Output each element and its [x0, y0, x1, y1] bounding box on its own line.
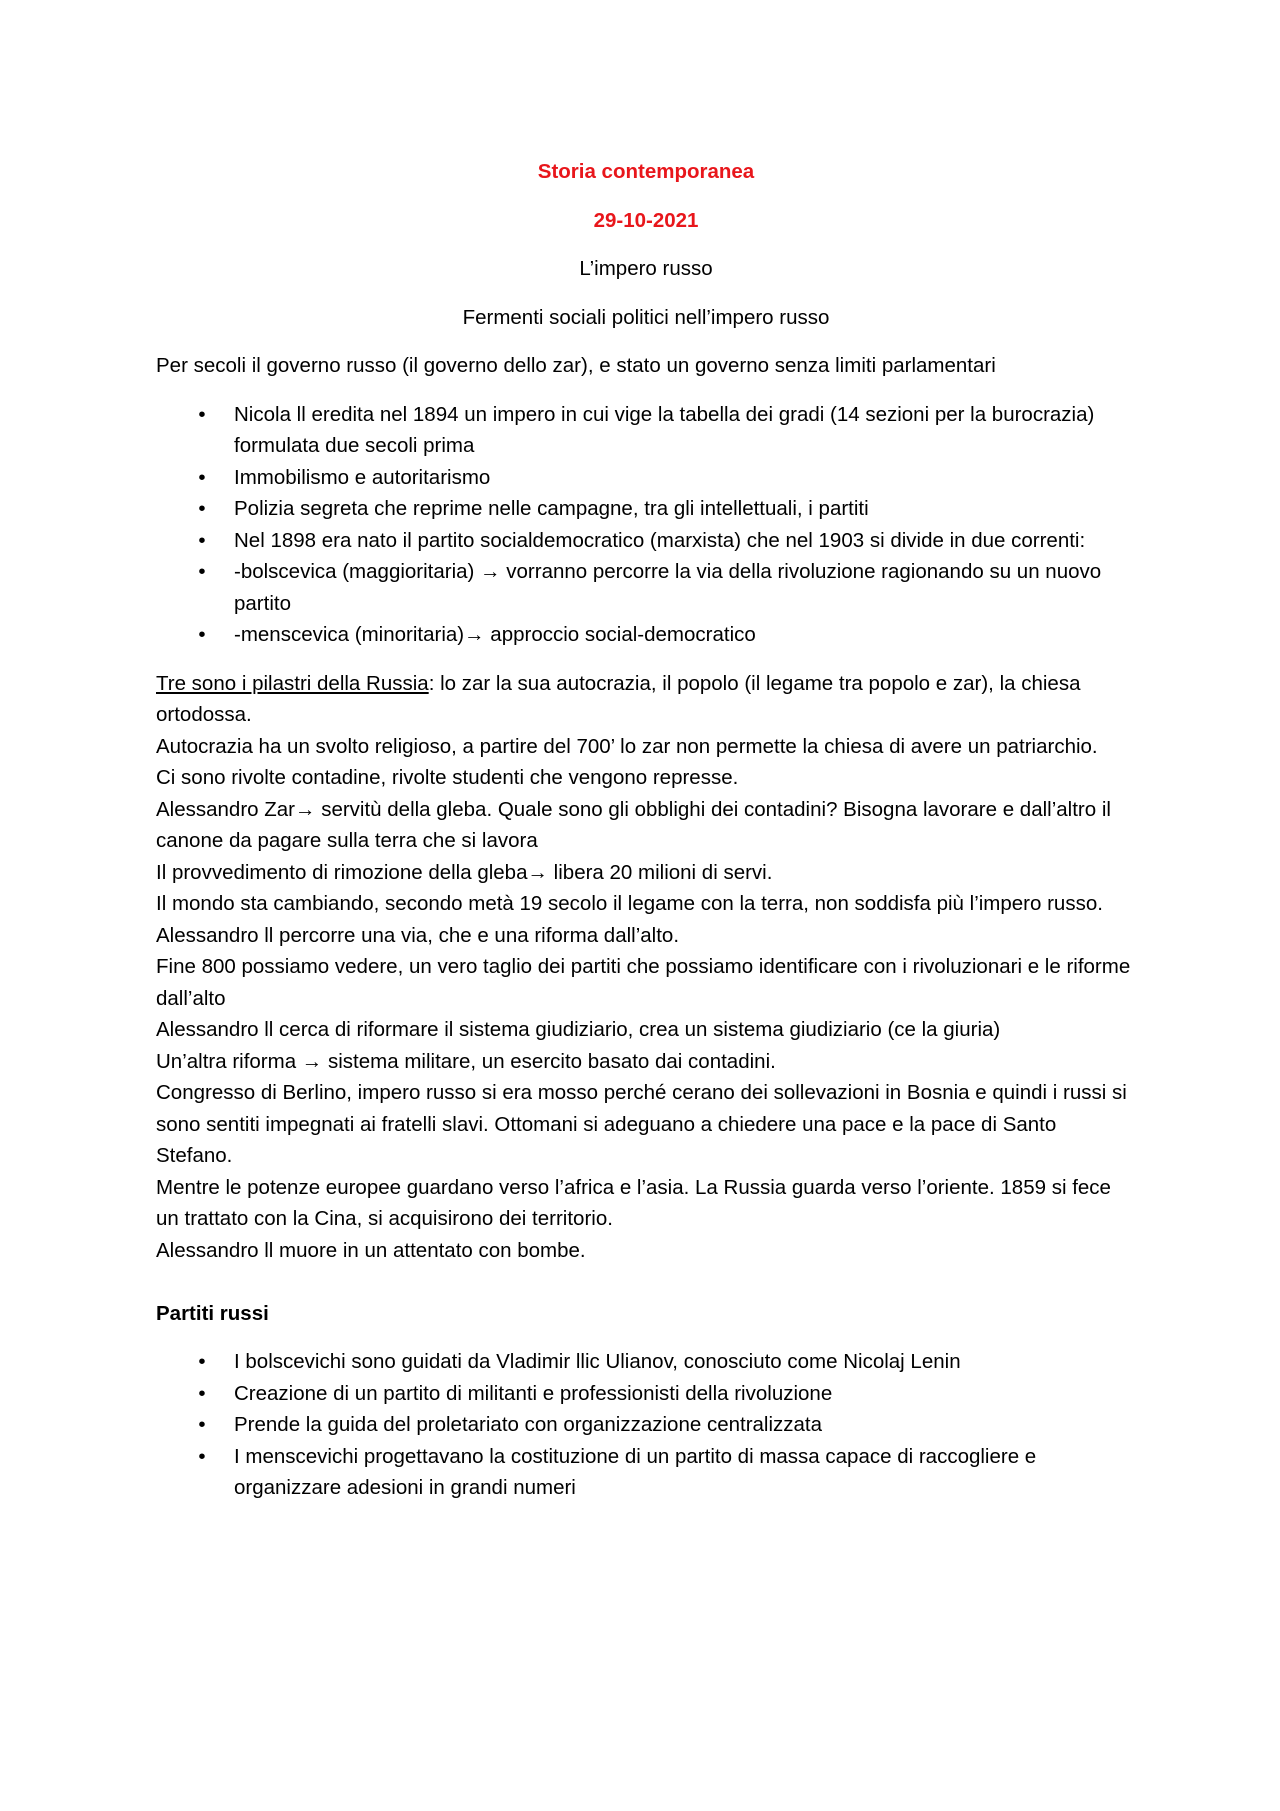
section-subtitle-secondary: Fermenti sociali politici nell’impero russo — [462, 305, 830, 329]
bullet-list-governo — [156, 399, 1136, 651]
document-date: 29-10-2021 — [593, 208, 699, 232]
body-line: Alessandro ll muore in un attentato con bombe. — [156, 1238, 586, 1262]
list-item-text: Polizia segreta che reprime nelle campagne, tra gli intellettuali, i partiti — [234, 497, 869, 520]
body-line: Congresso di Berlino, impero russo si era mosso perché cerano dei sollevazioni in Bosnia e quindi i russi si sono sentiti impegnati ai fratelli slavi. Ottomani si adeguano a chiedere una pace e la pace di Santo Stefano. — [156, 1081, 1127, 1167]
section-heading-partiti: Partiti russi — [156, 1301, 269, 1325]
list-item — [156, 619, 1136, 651]
body-line: Alessandro ll cerca di riformare il sistema giudiziario, crea un sistema giudiziario (ce la giuria) — [156, 1018, 1001, 1041]
bullet-icon: • — [198, 497, 206, 520]
list-item — [156, 1378, 1136, 1410]
body-line: Alessandro Zar→ servitù della gleba. Quale sono gli obblighi dei contadini? Bisogna lavorare e dall’altro il canone da pagare sulla terra che si lavora — [156, 797, 1111, 852]
bullet-icon: • — [198, 1350, 206, 1373]
list-item — [156, 493, 1136, 525]
bullet-icon: • — [198, 1444, 206, 1468]
document-title: Storia contemporanea — [537, 160, 755, 183]
body-text-block — [156, 668, 1136, 1267]
intro-paragraph: Per secoli il governo russo (il governo dello zar), e stato un governo senza limiti parlamentari — [156, 354, 996, 377]
list-item-text: Prende la guida del proletariato con organizzazione centralizzata — [234, 1413, 823, 1436]
pillars-text: : lo zar la sua autocrazia, il popolo (il legame tra popolo e zar), la chiesa ortodossa. — [156, 671, 1081, 726]
pillars-heading: Tre sono i pilastri della Russia — [156, 671, 429, 695]
bullet-icon: • — [198, 1381, 206, 1405]
list-item-text: -menscevica (minoritaria)→ approccio social-democratico — [234, 623, 756, 646]
document-content — [156, 156, 1136, 1521]
body-line: Il mondo sta cambiando, secondo metà 19 secolo il legame con la terra, non soddisfa più l’impero russo. — [156, 892, 1103, 915]
list-item — [156, 462, 1136, 494]
list-item — [156, 1346, 1136, 1378]
body-line: Il provvedimento di rimozione della gleba→ libera 20 milioni di servi. — [156, 860, 773, 884]
body-line: Autocrazia ha un svolto religioso, a partire del 700’ lo zar non permette la chiesa di avere un patriarchio. — [156, 734, 1098, 758]
list-item-text: -bolscevica (maggioritaria) → vorranno percorre la via della rivoluzione ragionando su un nuovo partito — [234, 560, 1102, 615]
list-item-text: Immobilismo e autoritarismo — [234, 465, 491, 489]
body-line: Ci sono rivolte contadine, rivolte studenti che vengono represse. — [156, 766, 739, 789]
bullet-icon: • — [198, 465, 206, 489]
body-line: Fine 800 possiamo vedere, un vero taglio dei partiti che possiamo identificare con i rivoluzionari e le riforme dall’alto — [156, 955, 1131, 1010]
body-line: Mentre le potenze europee guardano verso l’africa e l’asia. La Russia guarda verso l’oriente. 1859 si fece un trattato con la Cina, si acquisirono dei territorio. — [156, 1175, 1111, 1230]
bullet-list-partiti — [156, 1346, 1136, 1504]
list-item-text: Nicola ll eredita nel 1894 un impero in cui vige la tabella dei gradi (14 sezioni per la burocrazia) formulata due secoli prima — [234, 402, 1095, 457]
body-line: Alessandro ll percorre una via, che e una riforma dall’alto. — [156, 923, 680, 947]
list-item — [156, 1409, 1136, 1441]
list-item — [156, 1441, 1136, 1504]
pillars-paragraph — [156, 668, 1136, 731]
section-subtitle: L’impero russo — [579, 257, 713, 280]
list-item-text: Creazione di un partito di militanti e professionisti della rivoluzione — [234, 1381, 833, 1405]
bullet-icon: • — [198, 402, 206, 426]
bullet-icon: • — [198, 528, 206, 552]
bullet-icon: • — [198, 1413, 206, 1436]
blank-line — [156, 1266, 1136, 1298]
list-item-text: I menscevichi progettavano la costituzione di un partito di massa capace di raccogliere e organizzare adesioni in grandi numeri — [234, 1444, 1037, 1499]
body-line: Un’altra riforma → sistema militare, un esercito basato dai contadini. — [156, 1049, 776, 1073]
bullet-icon: • — [198, 560, 206, 583]
list-item — [156, 399, 1136, 462]
bullet-icon: • — [198, 623, 206, 646]
list-item — [156, 556, 1136, 619]
list-item-text: I bolscevichi sono guidati da Vladimir llic Ulianov, conosciuto come Nicolaj Lenin — [234, 1350, 961, 1373]
list-item — [156, 525, 1136, 557]
list-item-text: Nel 1898 era nato il partito socialdemocratico (marxista) che nel 1903 si divide in due correnti: — [234, 528, 1086, 552]
